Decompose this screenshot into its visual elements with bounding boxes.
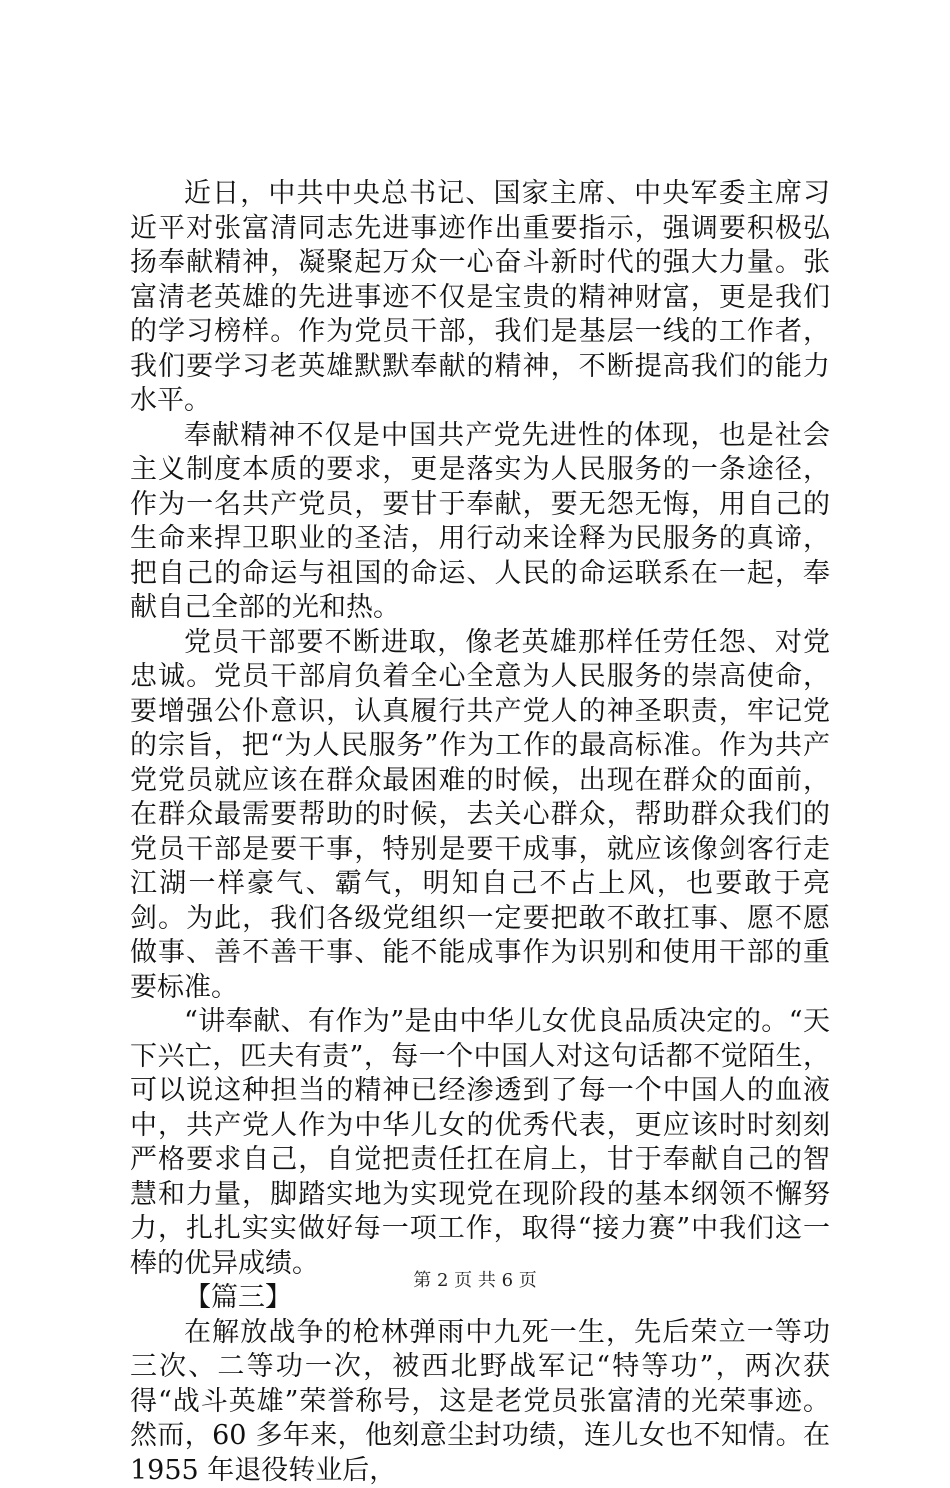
paragraph-5: 在解放战争的枪林弹雨中九死一生，先后荣立一等功三次、二等功一次，被西北野战军记“特等功”，两次获得“战斗英雄”荣誉称号，这是老党员张富清的光荣事迹。然而，60 多年来，他刻意尘封功绩，连儿女也不知情。在 1955 年退役转业后， [130,1316,830,1488]
page-number-footer: 第 2 页 共 6 页 [0,1266,950,1292]
section-heading: 【篇三】 [130,1281,830,1316]
paragraph-4: “讲奉献、有作为”是由中华儿女优良品质决定的。“天下兴亡，匹夫有责”，每一个中国人对这句话都不觉陌生，可以说这种担当的精神已经渗透到了每一个中国人的血液中，共产党人作为中华儿女的优秀代表，更应该时时刻刻严格要求自己，自觉把责任扛在肩上，甘于奉献自己的智慧和力量，脚踏实地为实现党在现阶段的基本纲领不懈努力，扎扎实实做好每一项工作，取得“接力赛”中我们这一棒的优异成绩。 [130,1005,830,1281]
paragraph-1: 近日，中共中央总书记、国家主席、中央军委主席习近平对张富清同志先进事迹作出重要指示，强调要积极弘扬奉献精神，凝聚起万众一心奋斗新时代的强大力量。张富清老英雄的先进事迹不仅是宝贵的精神财富，更是我们的学习榜样。作为党员干部，我们是基层一线的工作者，我们要学习老英雄默默奉献的精神，不断提高我们的能力水平。 [130,177,830,419]
paragraph-2: 奉献精神不仅是中国共产党先进性的体现，也是社会主义制度本质的要求，更是落实为人民服务的一条途径，作为一名共产党员，要甘于奉献，要无怨无悔，用自己的生命来捍卫职业的圣洁，用行动来诠释为民服务的真谛，把自己的命运与祖国的命运、人民的命运联系在一起，奉献自己全部的光和热。 [130,419,830,626]
paragraph-3: 党员干部要不断进取，像老英雄那样任劳任怨、对党忠诚。党员干部肩负着全心全意为人民服务的崇高使命，要增强公仆意识，认真履行共产党人的神圣职责，牢记党的宗旨，把“为人民服务”作为工作的最高标准。作为共产党党员就应该在群众最困难的时候，出现在群众的面前，在群众最需要帮助的时候，去关心群众，帮助群众我们的党员干部是要干事，特别是要干成事，就应该像剑客行走江湖一样豪气、霸气，明知自己不占上风，也要敢于亮剑。为此，我们各级党组织一定要把敢不敢扛事、愿不愿做事、善不善干事、能不能成事作为识别和使用干部的重要标准。 [130,626,830,1006]
